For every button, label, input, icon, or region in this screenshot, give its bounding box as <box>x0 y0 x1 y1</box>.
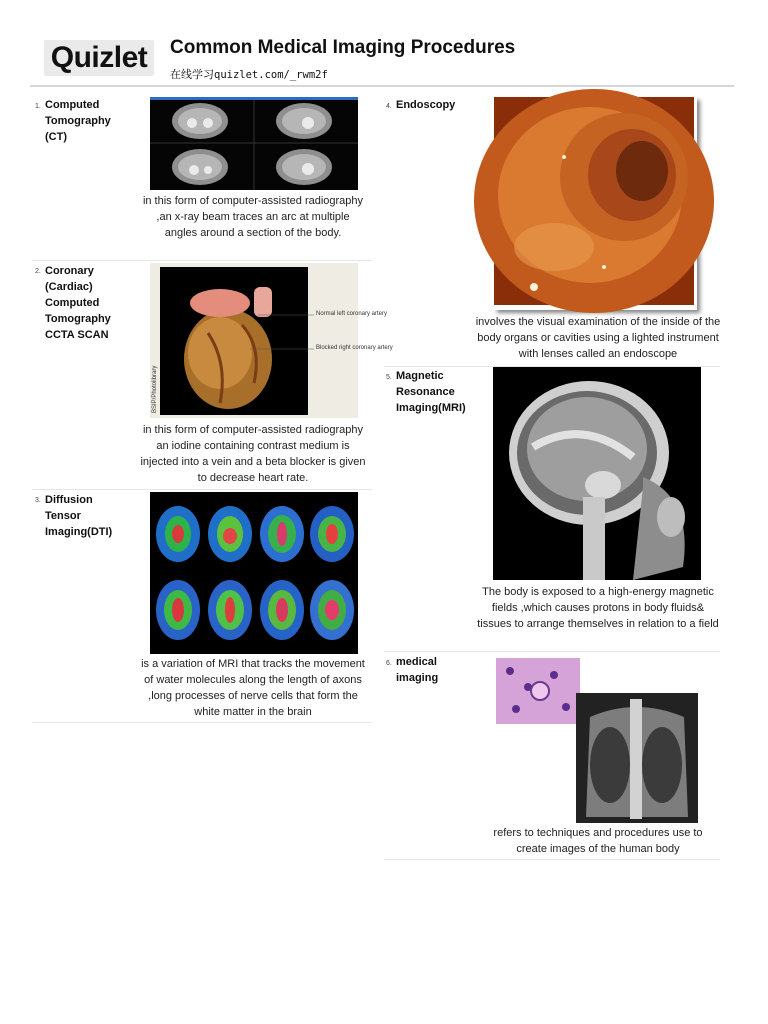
dti-brain-image-icon <box>150 492 358 654</box>
heart-ccta-image-icon <box>150 263 393 418</box>
flashcard-mri <box>384 366 720 652</box>
endoscopy-image-icon <box>494 97 697 310</box>
card-number: 1. <box>35 103 41 110</box>
card-term: Magnetic Resonance Imaging(MRI) <box>396 370 466 414</box>
quizlet-logo: Quizlet <box>44 40 154 76</box>
flashcard-ccta <box>32 260 393 490</box>
label-normal-left-artery: Normal left coronary artery <box>316 311 388 317</box>
card-term: Computed Tomography (CT) <box>45 99 111 143</box>
card-number: 4. <box>386 103 392 110</box>
subtitle-url[interactable]: quizlet.com/_rwm2f <box>214 69 328 81</box>
page-title: Common Medical Imaging Procedures <box>170 37 516 58</box>
card-number: 5. <box>386 374 392 381</box>
card-definition: in this form of computer-assisted radiography ,an x-ray beam traces an arc at multiple angles around a section of the body. <box>142 195 364 239</box>
mri-sagittal-image-icon <box>493 367 701 580</box>
card-term: Coronary (Cardiac) Computed Tomography CCTA SCAN <box>45 265 111 341</box>
flashcard-medical-imaging <box>384 651 720 860</box>
header-divider <box>30 85 734 87</box>
label-blocked-right-artery: Blocked right coronary artery <box>316 345 393 351</box>
page-subtitle <box>170 66 328 82</box>
card-term: Diffusion Tensor Imaging(DTI) <box>45 494 113 538</box>
card-term: Endoscopy <box>396 99 456 111</box>
card-definition: in this form of computer-assisted radiography an iodine containing contrast medium is injected into a vein and a beta blocker is given to decrease heart rate. <box>140 424 366 484</box>
card-number: 6. <box>386 660 392 667</box>
flashcard-dti <box>32 489 372 723</box>
card-definition: involves the visual examination of the inside of the body organs or cavities using a lighted instrument with lenses called an endoscope <box>475 316 721 360</box>
card-definition: The body is exposed to a high-energy magnetic fields ,which causes protons in body fluids& tissues to arrange themselves in relation to a field <box>477 586 719 630</box>
image-credit: BSIP/Photolibrary <box>152 365 158 413</box>
flashcard-endoscopy <box>384 94 720 367</box>
flashcard-ct <box>32 94 372 261</box>
card-definition: refers to techniques and procedures use to create images of the human body <box>493 827 703 855</box>
subtitle-prefix: 在线学习 <box>170 69 214 81</box>
card-number: 3. <box>35 497 41 504</box>
medical-imaging-collage-icon <box>494 657 700 825</box>
card-term: medical imaging <box>396 656 439 684</box>
card-number: 2. <box>35 268 41 275</box>
ct-scan-image-icon <box>150 97 358 190</box>
card-definition: is a variation of MRI that tracks the movement of water molecules along the length of axons ,long processes of nerve cells that form the white matter in the brain <box>141 658 365 718</box>
